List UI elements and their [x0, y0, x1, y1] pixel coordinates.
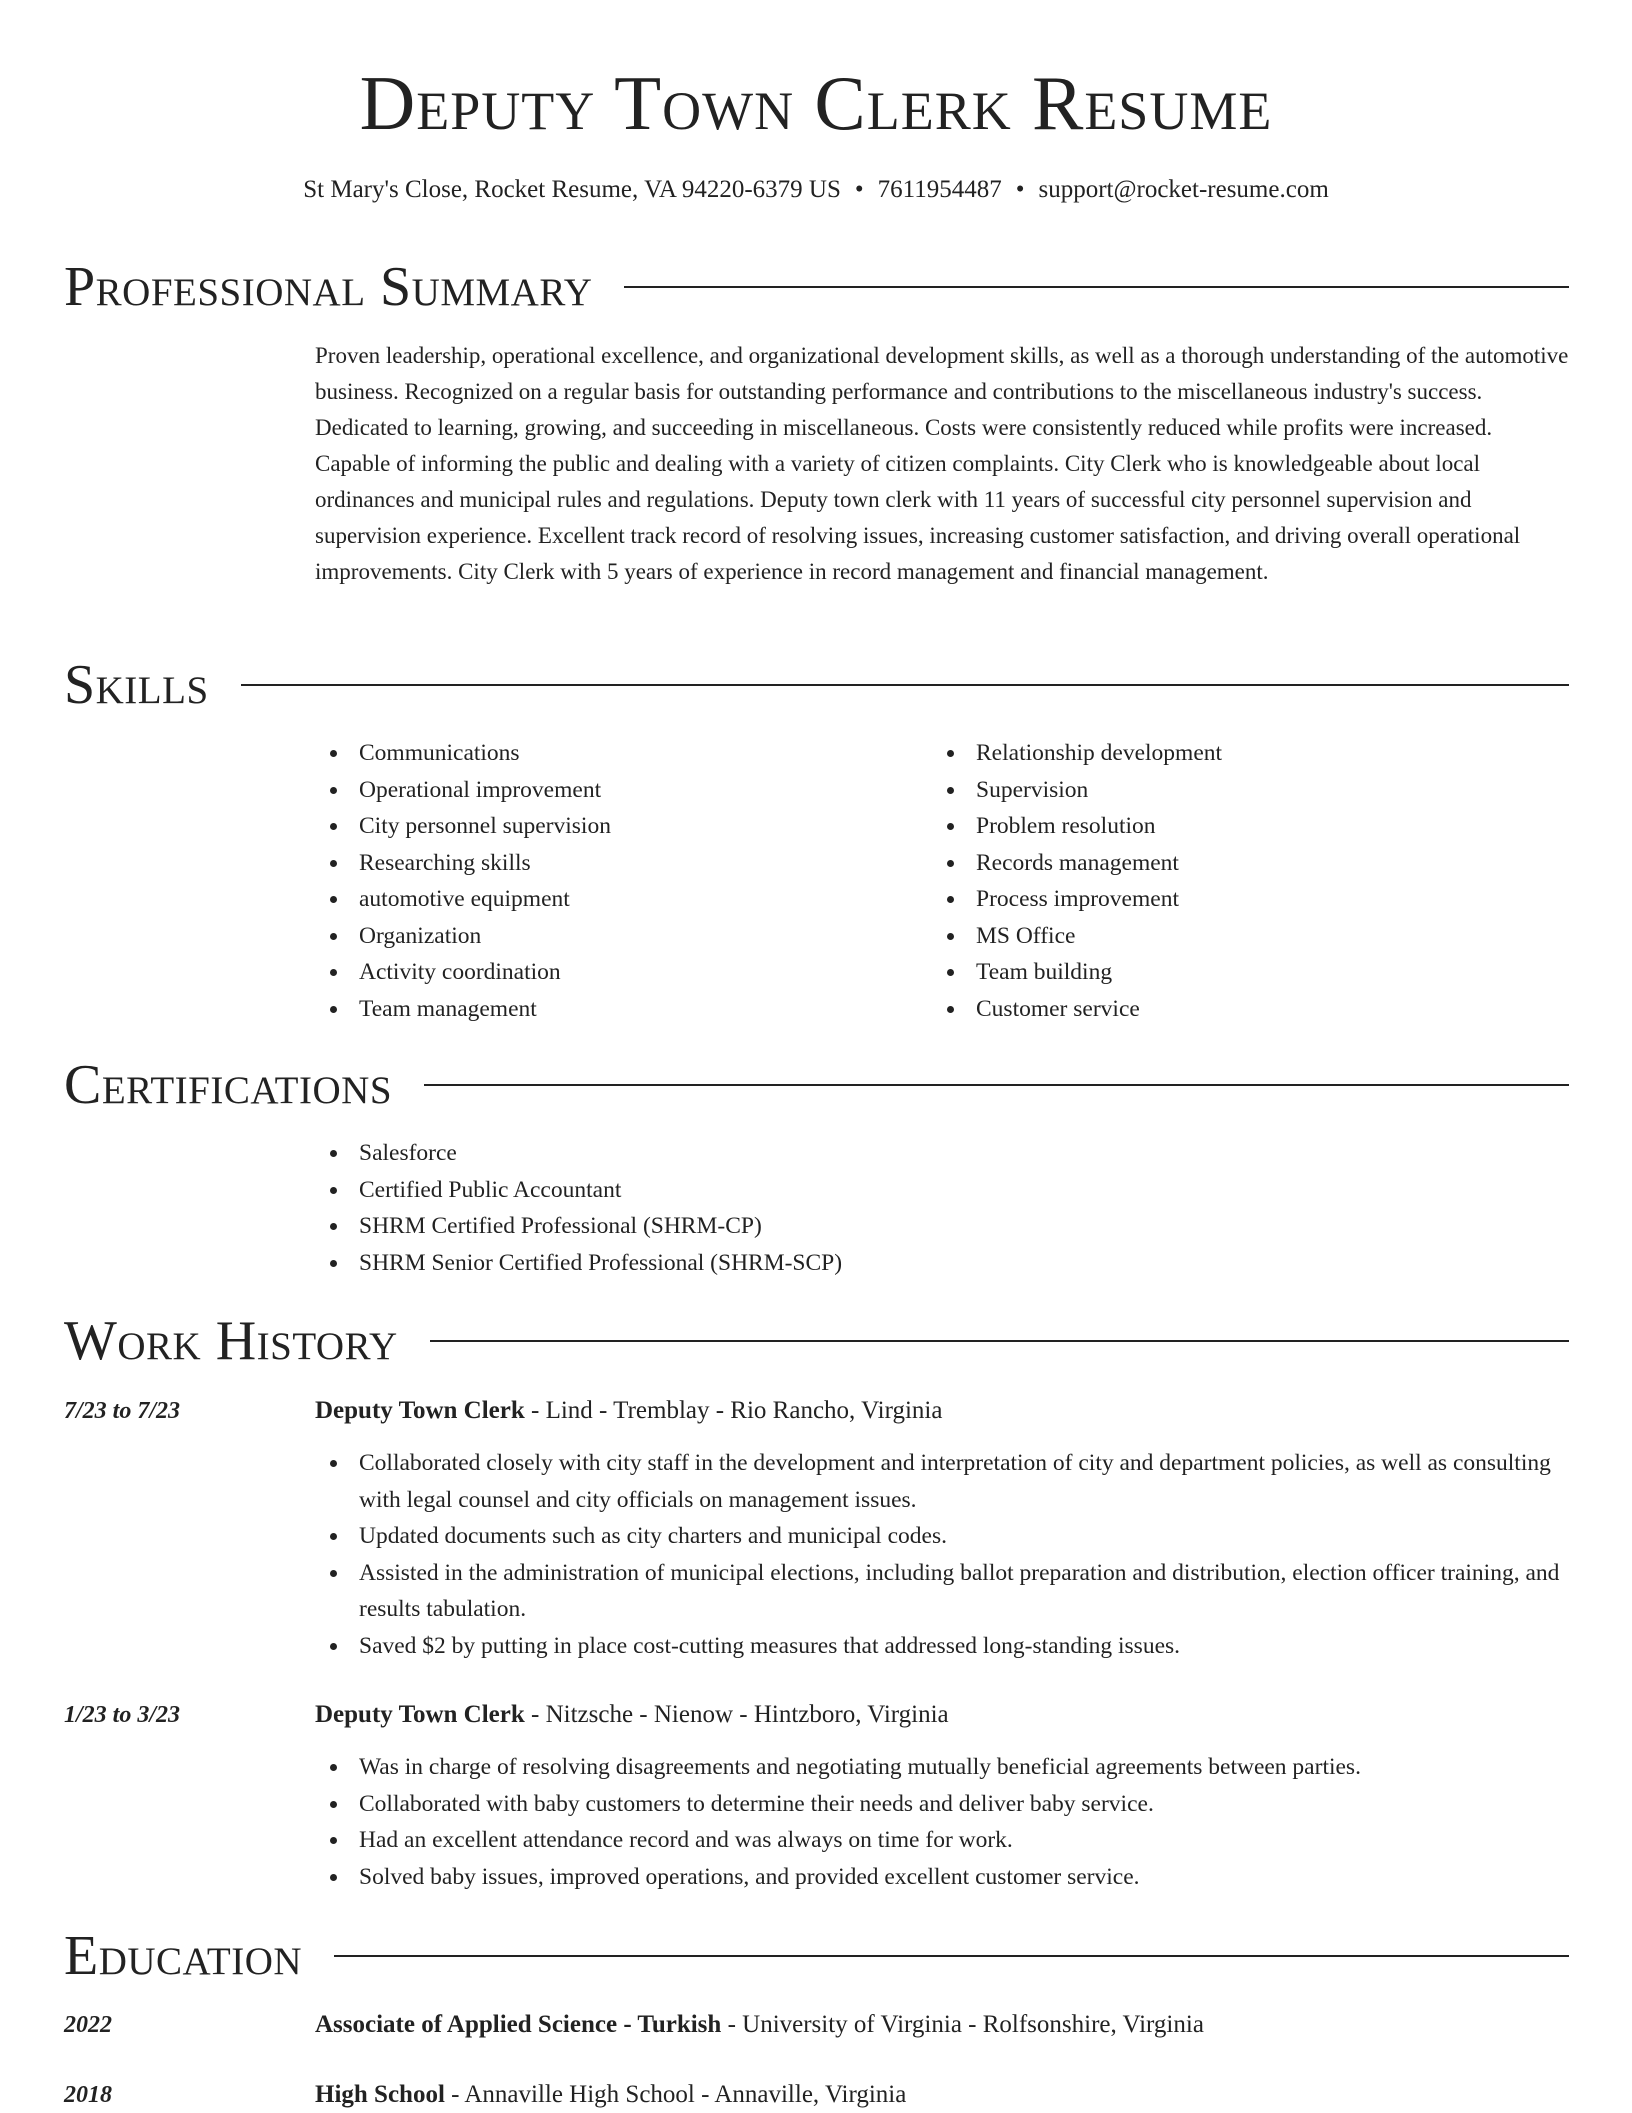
section-divider — [624, 286, 1569, 288]
skill-item: Relationship development — [932, 735, 1532, 772]
skills-section-header — [64, 650, 1569, 720]
skill-item: Organization — [315, 918, 895, 955]
contact-email: support@rocket-resume.com — [1038, 176, 1329, 203]
certifications-heading: Certifications — [64, 1054, 393, 1116]
summary-heading: Professional Summary — [64, 256, 593, 318]
job-employer: - Nitzsche - Nienow - Hintzboro, Virginia — [524, 1701, 949, 1728]
resume-title: Deputy Town Clerk Resume — [359, 60, 1273, 146]
education-year: 2018 — [64, 2082, 112, 2108]
contact-phone: 7611954487 — [877, 176, 1002, 203]
education-entry — [315, 2077, 1570, 2113]
job-role: Deputy Town Clerk — [315, 1397, 525, 1424]
skill-item: Customer service — [932, 991, 1532, 1028]
skill-item: Activity coordination — [315, 954, 895, 991]
job-bullet: Assisted in the administration of municipal elections, including ballot preparation and distribution, election officer training, and results tabulation. — [315, 1555, 1570, 1628]
job-dates: 1/23 to 3/23 — [64, 1702, 181, 1728]
contact-address: St Mary's Close, Rocket Resume, VA 94220-6379 US — [303, 176, 841, 203]
skill-item: City personnel supervision — [315, 808, 895, 845]
contact-separator: • — [1015, 176, 1025, 203]
skill-item: Process improvement — [932, 881, 1532, 918]
section-divider — [430, 1340, 1569, 1342]
certification-item: Certified Public Accountant — [315, 1172, 1570, 1209]
skills-list-right — [932, 735, 1532, 1027]
skill-item: Supervision — [932, 772, 1532, 809]
job-title-line — [315, 1393, 1570, 1429]
job-bullet: Solved baby issues, improved operations, and provided excellent customer service. — [315, 1859, 1570, 1896]
summary-section-header — [64, 252, 1569, 322]
job-bullet: Updated documents such as city charters and municipal codes. — [315, 1518, 1570, 1555]
work-heading: Work History — [64, 1310, 398, 1372]
job-dates: 7/23 to 7/23 — [64, 1398, 181, 1424]
section-divider — [424, 1084, 1569, 1086]
job-employer: - Lind - Tremblay - Rio Rancho, Virginia — [524, 1397, 943, 1424]
summary-text: Proven leadership, operational excellence, and organizational development skills, as well as a thorough understanding of the automotive business. Recognized on a regular basis for outstanding performance and contributions to the miscellaneous industry's success. Dedicated to learning, growing, and succeeding in miscellaneous. Costs were consistently reduced while profits were increased. Capable of informing the public and dealing with a variety of citizen complaints. City Clerk who is knowledgeable about local ordinances and municipal rules and regulations. Deputy town clerk with 11 years of successful city personnel supervision and supervision experience. Excellent track record of resolving issues, increasing customer satisfaction, and driving overall operational improvements. City Clerk with 5 years of experience in record management and financial management. — [315, 343, 1569, 584]
skill-item: Researching skills — [315, 845, 895, 882]
skill-item: Communications — [315, 735, 895, 772]
education-degree: Associate of Applied Science - Turkish — [315, 2011, 722, 2038]
certification-item: SHRM Certified Professional (SHRM-CP) — [315, 1208, 1570, 1245]
skill-item: automotive equipment — [315, 881, 895, 918]
skill-item: Operational improvement — [315, 772, 895, 809]
certification-item: SHRM Senior Certified Professional (SHRM-SCP) — [315, 1245, 1570, 1282]
certifications-section-header — [64, 1050, 1569, 1120]
contact-info — [0, 172, 1632, 208]
contact-separator: • — [854, 176, 864, 203]
skills-list-left — [315, 735, 895, 1027]
job-bullet: Was in charge of resolving disagreements and negotiating mutually beneficial agreements between parties. — [315, 1749, 1570, 1786]
skill-item: Problem resolution — [932, 808, 1532, 845]
education-school: - Annaville High School - Annaville, Virginia — [444, 2081, 907, 2108]
job-title-line — [315, 1697, 1570, 1733]
job-bullets — [315, 1445, 1570, 1664]
education-heading: Education — [64, 1925, 303, 1987]
skill-item: MS Office — [932, 918, 1532, 955]
education-entry — [315, 2007, 1570, 2043]
education-section-header — [64, 1921, 1569, 1991]
skill-item: Records management — [932, 845, 1532, 882]
education-year: 2022 — [64, 2012, 112, 2038]
certification-item: Salesforce — [315, 1135, 1570, 1172]
skills-heading: Skills — [64, 654, 209, 716]
job-bullets — [315, 1749, 1570, 1895]
skill-item: Team management — [315, 991, 895, 1028]
job-role: Deputy Town Clerk — [315, 1701, 525, 1728]
job-bullet: Collaborated closely with city staff in the development and interpretation of city and department policies, as well as consulting with legal counsel and city officials on management issues. — [315, 1445, 1570, 1518]
job-bullet: Collaborated with baby customers to determine their needs and deliver baby service. — [315, 1786, 1570, 1823]
section-divider — [241, 684, 1569, 686]
certifications-list — [315, 1135, 1570, 1281]
skill-item: Team building — [932, 954, 1532, 991]
job-bullet: Saved $2 by putting in place cost-cutting measures that addressed long-standing issues. — [315, 1628, 1570, 1665]
education-degree: High School — [315, 2081, 445, 2108]
job-bullet: Had an excellent attendance record and was always on time for work. — [315, 1822, 1570, 1859]
education-school: - University of Virginia - Rolfsonshire, Virginia — [721, 2011, 1204, 2038]
section-divider — [334, 1955, 1569, 1957]
work-section-header — [64, 1306, 1569, 1376]
